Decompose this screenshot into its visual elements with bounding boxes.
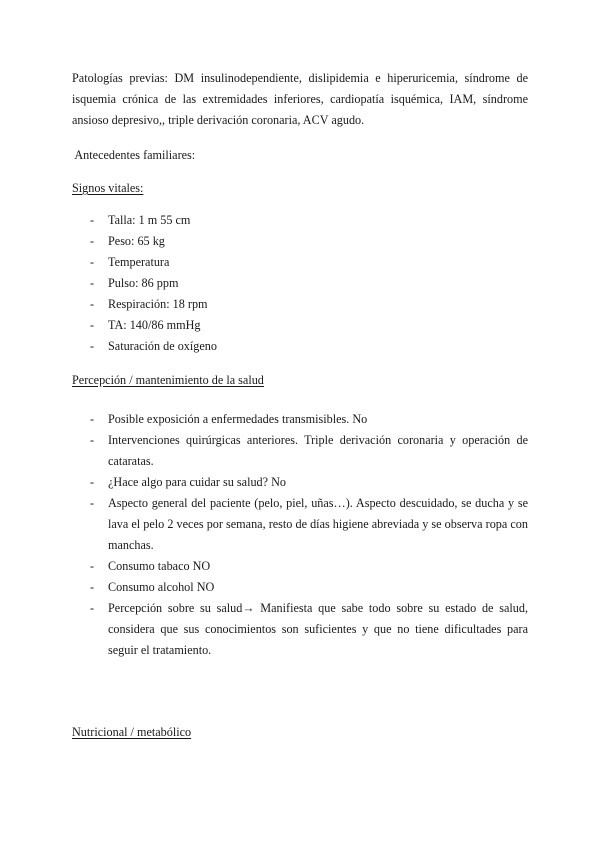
bullet-dash: - xyxy=(90,496,95,510)
list-item xyxy=(72,231,528,252)
percepcion-item-percepcion: Percepción sobre su salud→ Manifiesta que sabe todo sobre su estado de salud, considera que sus conocimientos son suficientes y que no tiene dificultades para seguir el tratamiento. xyxy=(108,601,528,657)
bullet-dash: - xyxy=(90,255,95,269)
list-item xyxy=(72,598,528,661)
signos-vitales-list xyxy=(72,210,528,357)
list-item xyxy=(72,336,528,357)
bullet-dash: - xyxy=(90,339,95,353)
signos-item-pulso: Pulso: 86 ppm xyxy=(108,276,179,290)
patologias-previas-paragraph: Patologías previas: DM insulinodependiente, dislipidemia e hiperuricemia, síndrome de isquemia crónica de las extremidades inferiores, cardiopatía isquémica, IAM, síndrome ansioso depresivo,, triple derivación coronaria, ACV agudo. xyxy=(72,71,528,127)
signos-item-peso: Peso: 65 kg xyxy=(108,234,165,248)
list-item xyxy=(72,315,528,336)
percepcion-item-tabaco: Consumo tabaco NO xyxy=(108,559,211,573)
bullet-dash: - xyxy=(90,601,95,615)
signos-item-temperatura: Temperatura xyxy=(108,255,170,269)
list-item xyxy=(72,409,528,430)
bullet-dash: - xyxy=(90,433,95,447)
percepcion-item-alcohol: Consumo alcohol NO xyxy=(108,580,215,594)
nutricional-metabolico-heading: Nutricional / metabólico xyxy=(72,725,192,739)
bullet-dash: - xyxy=(90,580,95,594)
bullet-dash: - xyxy=(90,318,95,332)
bullet-dash: - xyxy=(90,213,95,227)
signos-item-talla: Talla: 1 m 55 cm xyxy=(108,213,191,227)
percepcion-item-cuidado: ¿Hace algo para cuidar su salud? No xyxy=(108,475,286,489)
list-item xyxy=(72,493,528,556)
list-item xyxy=(72,210,528,231)
bullet-dash: - xyxy=(90,475,95,489)
bullet-dash: - xyxy=(90,412,95,426)
list-item xyxy=(72,556,528,577)
percepcion-salud-heading: Percepción / mantenimiento de la salud xyxy=(72,373,264,387)
signos-vitales-heading: Signos vitales: xyxy=(72,181,144,195)
percepcion-salud-list xyxy=(72,409,528,661)
bullet-dash: - xyxy=(90,297,95,311)
percepcion-item-exposicion: Posible exposición a enfermedades transmisibles. No xyxy=(108,412,368,426)
signos-item-respiracion: Respiración: 18 rpm xyxy=(108,297,208,311)
list-item xyxy=(72,273,528,294)
list-item xyxy=(72,472,528,493)
percepcion-item-aspecto: Aspecto general del paciente (pelo, piel, uñas…). Aspecto descuidado, se ducha y se lava el pelo 2 veces por semana, resto de días higiene abreviada y se observa ropa con manchas. xyxy=(108,496,528,552)
signos-item-saturacion: Saturación de oxígeno xyxy=(108,339,217,353)
percepcion-item-intervenciones: Intervenciones quirúrgicas anteriores. Triple derivación coronaria y operación de cataratas. xyxy=(108,433,528,468)
bullet-dash: - xyxy=(90,276,95,290)
bullet-dash: - xyxy=(90,234,95,248)
list-item xyxy=(72,430,528,472)
list-item xyxy=(72,252,528,273)
antecedentes-familiares-label: Antecedentes familiares: xyxy=(72,148,196,162)
bullet-dash: - xyxy=(90,559,95,573)
list-item xyxy=(72,577,528,598)
signos-item-ta: TA: 140/86 mmHg xyxy=(108,318,201,332)
list-item xyxy=(72,294,528,315)
